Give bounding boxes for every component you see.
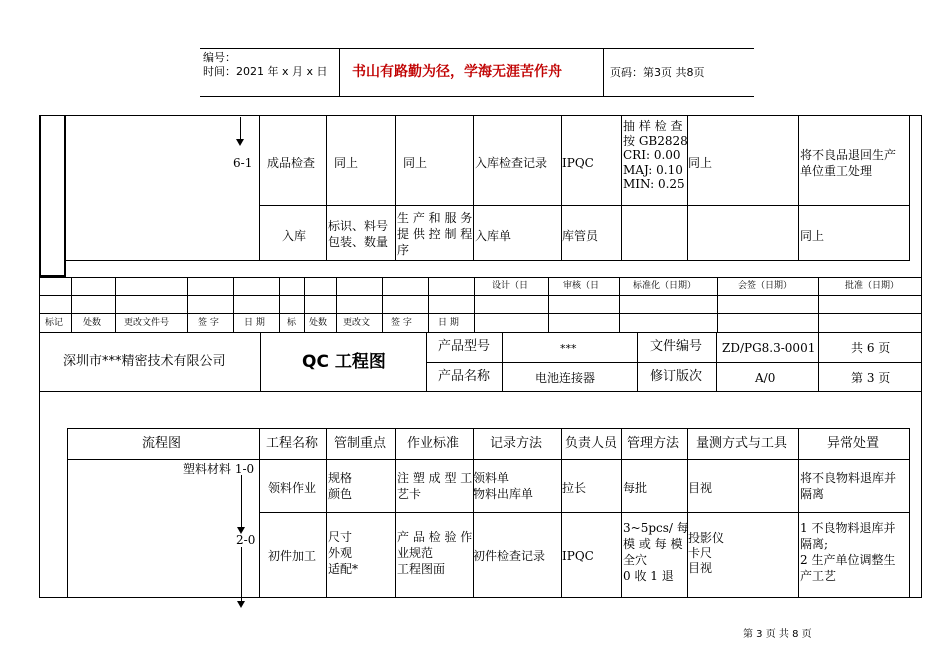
signoff-approval: 批准（日期） (845, 281, 900, 291)
date-label: 日 期 (438, 318, 459, 328)
flow-arrow (241, 547, 242, 601)
key-point: 规格 颜色 (328, 471, 353, 501)
mark-label: 标记 (45, 318, 64, 328)
company-name: 深圳市***精密技术有限公司 (63, 354, 226, 369)
mark-label: 标 (287, 318, 297, 328)
work-standard: 注 塑 成 型 工 艺卡 (397, 471, 473, 501)
management-method: 每批 (623, 481, 648, 495)
header-abnormal: 异常处置 (827, 436, 880, 451)
measure-tool: 目视 (688, 481, 713, 495)
process-name: 初件加工 (268, 549, 317, 563)
product-name-label: 产品名称 (438, 369, 491, 384)
measure-tool: 同上 (688, 156, 713, 170)
doc-title: QC 工程图 (302, 352, 386, 372)
flow-arrow-head (237, 601, 245, 608)
header-flowchart: 流程图 (142, 436, 182, 451)
record-method: 入库检查记录 (475, 156, 548, 170)
flow-step-1-0: 塑料材料 1-0 (183, 462, 255, 476)
model-value: *** (560, 342, 577, 355)
change-doc-label: 更改文件号 (124, 318, 170, 328)
process-name: 领料作业 (268, 481, 317, 495)
abnormal-handling: 将不良品退回生产 单位重工处理 (800, 148, 897, 178)
revision-value: A/0 (755, 371, 776, 385)
doc-number-label: 编号： (203, 51, 236, 64)
header-responsible: 负责人员 (565, 436, 618, 451)
process-name: 入库 (282, 229, 307, 243)
header-process-name: 工程名称 (266, 436, 319, 451)
responsible-person: IPQC (562, 549, 594, 563)
management-method: 3~5pcs/ 每 模 或 每 模 全穴 0 收 1 退 (623, 521, 689, 583)
abnormal-handling: 将不良物料退库并 隔离 (800, 471, 897, 501)
model-label: 产品型号 (438, 339, 491, 354)
signoff-countersign: 会签（日期） (738, 281, 793, 291)
responsible-person: 库管员 (562, 229, 599, 243)
footer-page-number: 第 3 页 共 8 页 (743, 629, 812, 640)
step-6-1: 6-1 (233, 156, 253, 170)
key-point: 尺寸 外观 适配* (328, 530, 359, 576)
current-page: 第 3 页 (851, 371, 891, 385)
measure-tool: 投影仪 卡尺 目视 (688, 531, 725, 575)
flow-arrow-head (236, 139, 244, 146)
signoff-review: 审核（日 (563, 281, 600, 291)
flow-arrow (240, 117, 241, 139)
header-management: 管理方法 (627, 436, 680, 451)
doc-date: 时间：2021 年 x 月 x 日 (203, 65, 328, 78)
header-work-standard: 作业标准 (407, 436, 460, 451)
page-info: 页码：第3页 共8页 (610, 66, 705, 79)
count-label: 处数 (309, 318, 328, 328)
header-key-point: 管制重点 (334, 436, 387, 451)
key-point: 同上 (334, 156, 359, 170)
work-standard: 生 产 和 服 务 提 供 控 制 程 序 (397, 211, 473, 257)
header-measure-tool: 量测方式与工具 (696, 436, 788, 451)
abnormal-handling: 同上 (800, 229, 825, 243)
record-method: 初件检查记录 (473, 549, 546, 563)
motto: 书山有路勤为径，学海无涯苦作舟 (352, 64, 562, 80)
record-method: 领料单 物料出库单 (473, 471, 534, 501)
flow-arrow (241, 475, 242, 527)
file-no-value: ZD/PG8.3-0001 (722, 341, 816, 355)
product-name-value: 电池连接器 (535, 371, 596, 385)
key-point: 标识、料号 包装、数量 (328, 219, 389, 249)
count-label: 处数 (83, 318, 102, 328)
signature-label: 签 字 (198, 318, 219, 328)
file-no-label: 文件编号 (650, 339, 703, 354)
signoff-standardization: 标准化（日期） (633, 281, 697, 291)
signoff-design: 设计（日 (492, 281, 529, 291)
revision-label: 修订版次 (650, 369, 703, 384)
record-method: 入库单 (475, 229, 512, 243)
flow-step-2-0: 2-0 (236, 533, 256, 547)
total-pages: 共 6 页 (851, 341, 891, 355)
management-method: 抽 样 检 查 按 GB2828 CRI: 0.00 MAJ: 0.10 MIN: 0.25 (623, 119, 688, 191)
date-label: 日 期 (244, 318, 265, 328)
abnormal-handling: 1 不良物料退库并 隔离; 2 生产单位调整生 产工艺 (800, 521, 896, 583)
responsible-person: IPQC (562, 156, 594, 170)
process-name: 成品检查 (267, 156, 316, 170)
header-record-method: 记录方法 (490, 436, 543, 451)
responsible-person: 拉长 (562, 481, 587, 495)
work-standard: 同上 (403, 156, 428, 170)
signature-label: 签 字 (391, 318, 412, 328)
work-standard: 产 品 检 验 作 业规范 工程图面 (397, 530, 473, 576)
change-doc-label: 更改文 (343, 318, 371, 328)
